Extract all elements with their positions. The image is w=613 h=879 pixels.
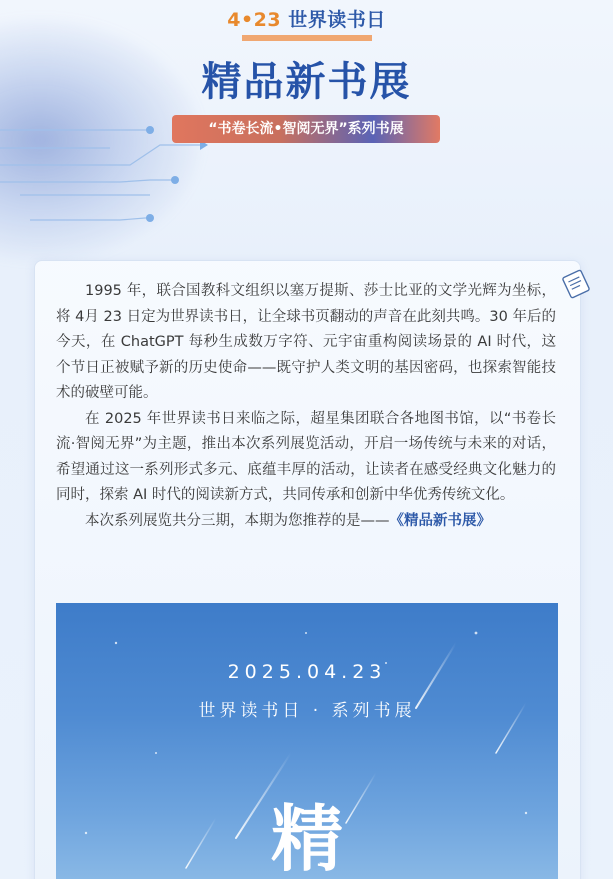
page-title: 精品新书展 bbox=[201, 59, 412, 105]
world-book-day-header bbox=[0, 5, 613, 41]
paragraph-2: 在 2025 年世界读书日来临之际，超星集团联合各地图书馆，以“书卷长流·智阅无界”为主题，推出本次系列展览活动，开启一场传统与未来的对话，希望通过这一系列形式多元、底蕴丰厚的活动，让读者在感受经典文化魅力的同时，探索 AI 时代的阅读新方式，共同传承和创新中华优秀传统文化。 bbox=[56, 410, 556, 503]
date-label: 世界读书日 bbox=[288, 9, 386, 31]
exhibition-name-link[interactable]: 《精品新书展》 bbox=[389, 512, 491, 529]
paragraph-3-text: 本次系列展览共分三期，本期为您推荐的是—— bbox=[85, 512, 390, 529]
date-underline bbox=[242, 35, 372, 41]
poster-date: 2025.04.23 bbox=[227, 661, 387, 683]
poster-title-character: 精 bbox=[270, 797, 343, 879]
paper-note-icon bbox=[560, 268, 592, 300]
date-number: 4•23 bbox=[227, 9, 282, 31]
paragraph-3 bbox=[56, 509, 556, 535]
article-body bbox=[56, 279, 556, 534]
date-line bbox=[0, 5, 613, 32]
paragraph-1: 1995 年，联合国教科文组织以塞万提斯、莎士比亚的文学光辉为坐标，将 4月 23 日定为世界读书日，让全球书页翻动的声音在此刻共鸣。30 年后的今天，在 ChatGPT 每秒生成数万字符、元宇宙重构阅读场景的 AI 时代，这个节日正被赋予新的历史使命——既守护人类文明的基因密码，也探索智能技术的破壁可能。 bbox=[56, 283, 556, 401]
exhibition-poster[interactable] bbox=[56, 603, 558, 879]
series-tag: “书卷长流•智阅无界”系列书展 bbox=[172, 115, 440, 143]
poster-subtitle: 世界读书日 · 系列书展 bbox=[198, 701, 416, 721]
